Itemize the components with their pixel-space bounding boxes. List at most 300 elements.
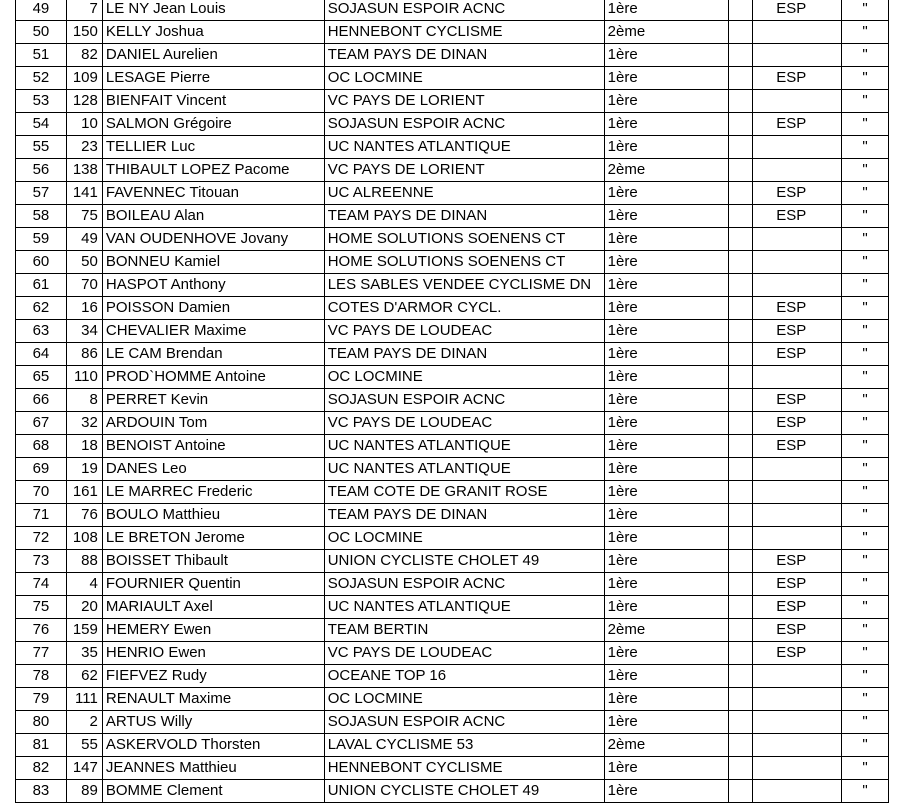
bib-number-cell: 4 bbox=[66, 573, 102, 596]
category-cell: 1ère bbox=[604, 90, 729, 113]
team-name-cell: LAVAL CYCLISME 53 bbox=[324, 734, 604, 757]
bib-number-cell: 128 bbox=[66, 90, 102, 113]
bib-number-cell: 10 bbox=[66, 113, 102, 136]
rider-name-cell: TELLIER Luc bbox=[102, 136, 324, 159]
bib-number-cell: 50 bbox=[66, 251, 102, 274]
time-cell: " bbox=[842, 297, 889, 320]
rank-cell: 82 bbox=[16, 757, 67, 780]
empty-cell bbox=[729, 228, 753, 251]
table-row bbox=[16, 274, 889, 297]
bib-number-cell: 23 bbox=[66, 136, 102, 159]
category-cell: 1ère bbox=[604, 251, 729, 274]
results-table bbox=[15, 0, 889, 803]
rider-name-cell: KELLY Joshua bbox=[102, 21, 324, 44]
category-cell: 1ère bbox=[604, 757, 729, 780]
bib-number-cell: 88 bbox=[66, 550, 102, 573]
rider-name-cell: FIEFVEZ Rudy bbox=[102, 665, 324, 688]
time-cell: " bbox=[842, 274, 889, 297]
rank-cell: 56 bbox=[16, 159, 67, 182]
table-row bbox=[16, 780, 889, 803]
esp-cell: ESP bbox=[753, 182, 842, 205]
esp-cell bbox=[753, 481, 842, 504]
esp-cell bbox=[753, 458, 842, 481]
rank-cell: 71 bbox=[16, 504, 67, 527]
esp-cell: ESP bbox=[753, 113, 842, 136]
category-cell: 1ère bbox=[604, 665, 729, 688]
rank-cell: 60 bbox=[16, 251, 67, 274]
rank-cell: 66 bbox=[16, 389, 67, 412]
bib-number-cell: 20 bbox=[66, 596, 102, 619]
bib-number-cell: 16 bbox=[66, 297, 102, 320]
empty-cell bbox=[729, 182, 753, 205]
team-name-cell: UC NANTES ATLANTIQUE bbox=[324, 136, 604, 159]
category-cell: 1ère bbox=[604, 573, 729, 596]
time-cell: " bbox=[842, 228, 889, 251]
time-cell: " bbox=[842, 481, 889, 504]
empty-cell bbox=[729, 757, 753, 780]
bib-number-cell: 161 bbox=[66, 481, 102, 504]
empty-cell bbox=[729, 458, 753, 481]
time-cell: " bbox=[842, 67, 889, 90]
rider-name-cell: BOMME Clement bbox=[102, 780, 324, 803]
rank-cell: 77 bbox=[16, 642, 67, 665]
rider-name-cell: HASPOT Anthony bbox=[102, 274, 324, 297]
category-cell: 1ère bbox=[604, 205, 729, 228]
category-cell: 1ère bbox=[604, 642, 729, 665]
table-row bbox=[16, 435, 889, 458]
time-cell: " bbox=[842, 573, 889, 596]
time-cell: " bbox=[842, 688, 889, 711]
esp-cell: ESP bbox=[753, 297, 842, 320]
rider-name-cell: LESAGE Pierre bbox=[102, 67, 324, 90]
empty-cell bbox=[729, 550, 753, 573]
rider-name-cell: PERRET Kevin bbox=[102, 389, 324, 412]
time-cell: " bbox=[842, 550, 889, 573]
time-cell: " bbox=[842, 734, 889, 757]
team-name-cell: OC LOCMINE bbox=[324, 527, 604, 550]
time-cell: " bbox=[842, 44, 889, 67]
category-cell: 1ère bbox=[604, 550, 729, 573]
esp-cell bbox=[753, 251, 842, 274]
empty-cell bbox=[729, 688, 753, 711]
esp-cell: ESP bbox=[753, 596, 842, 619]
rank-cell: 65 bbox=[16, 366, 67, 389]
rider-name-cell: BIENFAIT Vincent bbox=[102, 90, 324, 113]
time-cell: " bbox=[842, 780, 889, 803]
rank-cell: 63 bbox=[16, 320, 67, 343]
rank-cell: 79 bbox=[16, 688, 67, 711]
bib-number-cell: 62 bbox=[66, 665, 102, 688]
table-row bbox=[16, 67, 889, 90]
team-name-cell: OC LOCMINE bbox=[324, 366, 604, 389]
team-name-cell: UC NANTES ATLANTIQUE bbox=[324, 596, 604, 619]
rank-cell: 67 bbox=[16, 412, 67, 435]
empty-cell bbox=[729, 665, 753, 688]
bib-number-cell: 82 bbox=[66, 44, 102, 67]
rank-cell: 64 bbox=[16, 343, 67, 366]
category-cell: 1ère bbox=[604, 458, 729, 481]
team-name-cell: UNION CYCLISTE CHOLET 49 bbox=[324, 780, 604, 803]
esp-cell bbox=[753, 90, 842, 113]
table-row bbox=[16, 90, 889, 113]
team-name-cell: SOJASUN ESPOIR ACNC bbox=[324, 711, 604, 734]
category-cell: 1ère bbox=[604, 366, 729, 389]
team-name-cell: UC NANTES ATLANTIQUE bbox=[324, 435, 604, 458]
category-cell: 1ère bbox=[604, 228, 729, 251]
table-row bbox=[16, 44, 889, 67]
bib-number-cell: 108 bbox=[66, 527, 102, 550]
rider-name-cell: FOURNIER Quentin bbox=[102, 573, 324, 596]
category-cell: 1ère bbox=[604, 182, 729, 205]
rider-name-cell: HENRIO Ewen bbox=[102, 642, 324, 665]
esp-cell: ESP bbox=[753, 320, 842, 343]
time-cell: " bbox=[842, 527, 889, 550]
rank-cell: 81 bbox=[16, 734, 67, 757]
rider-name-cell: RENAULT Maxime bbox=[102, 688, 324, 711]
empty-cell bbox=[729, 113, 753, 136]
table-row bbox=[16, 182, 889, 205]
table-row bbox=[16, 136, 889, 159]
category-cell: 1ère bbox=[604, 320, 729, 343]
empty-cell bbox=[729, 90, 753, 113]
time-cell: " bbox=[842, 343, 889, 366]
bib-number-cell: 141 bbox=[66, 182, 102, 205]
table-row bbox=[16, 297, 889, 320]
time-cell: " bbox=[842, 90, 889, 113]
team-name-cell: UC NANTES ATLANTIQUE bbox=[324, 458, 604, 481]
esp-cell bbox=[753, 688, 842, 711]
category-cell: 1ère bbox=[604, 527, 729, 550]
rank-cell: 52 bbox=[16, 67, 67, 90]
empty-cell bbox=[729, 596, 753, 619]
time-cell: " bbox=[842, 504, 889, 527]
esp-cell: ESP bbox=[753, 412, 842, 435]
table-row bbox=[16, 734, 889, 757]
empty-cell bbox=[729, 44, 753, 67]
bib-number-cell: 2 bbox=[66, 711, 102, 734]
rider-name-cell: CHEVALIER Maxime bbox=[102, 320, 324, 343]
category-cell: 2ème bbox=[604, 159, 729, 182]
empty-cell bbox=[729, 481, 753, 504]
time-cell: " bbox=[842, 0, 889, 21]
rank-cell: 73 bbox=[16, 550, 67, 573]
rank-cell: 74 bbox=[16, 573, 67, 596]
time-cell: " bbox=[842, 458, 889, 481]
esp-cell bbox=[753, 228, 842, 251]
empty-cell bbox=[729, 504, 753, 527]
empty-cell bbox=[729, 21, 753, 44]
team-name-cell: OC LOCMINE bbox=[324, 67, 604, 90]
bib-number-cell: 35 bbox=[66, 642, 102, 665]
rider-name-cell: HEMERY Ewen bbox=[102, 619, 324, 642]
rank-cell: 57 bbox=[16, 182, 67, 205]
esp-cell: ESP bbox=[753, 435, 842, 458]
esp-cell bbox=[753, 159, 842, 182]
rider-name-cell: POISSON Damien bbox=[102, 297, 324, 320]
rider-name-cell: DANIEL Aurelien bbox=[102, 44, 324, 67]
results-sheet bbox=[15, 0, 889, 803]
empty-cell bbox=[729, 642, 753, 665]
team-name-cell: HENNEBONT CYCLISME bbox=[324, 21, 604, 44]
rank-cell: 70 bbox=[16, 481, 67, 504]
rank-cell: 69 bbox=[16, 458, 67, 481]
category-cell: 1ère bbox=[604, 389, 729, 412]
category-cell: 2ème bbox=[604, 21, 729, 44]
category-cell: 1ère bbox=[604, 0, 729, 21]
rider-name-cell: BENOIST Antoine bbox=[102, 435, 324, 458]
bib-number-cell: 86 bbox=[66, 343, 102, 366]
empty-cell bbox=[729, 0, 753, 21]
esp-cell bbox=[753, 136, 842, 159]
team-name-cell: LES SABLES VENDEE CYCLISME DN bbox=[324, 274, 604, 297]
empty-cell bbox=[729, 297, 753, 320]
team-name-cell: VC PAYS DE LOUDEAC bbox=[324, 642, 604, 665]
category-cell: 1ère bbox=[604, 44, 729, 67]
team-name-cell: COTES D'ARMOR CYCL. bbox=[324, 297, 604, 320]
esp-cell: ESP bbox=[753, 619, 842, 642]
table-row bbox=[16, 619, 889, 642]
rider-name-cell: JEANNES Matthieu bbox=[102, 757, 324, 780]
empty-cell bbox=[729, 366, 753, 389]
bib-number-cell: 89 bbox=[66, 780, 102, 803]
rank-cell: 51 bbox=[16, 44, 67, 67]
esp-cell bbox=[753, 734, 842, 757]
empty-cell bbox=[729, 159, 753, 182]
time-cell: " bbox=[842, 642, 889, 665]
table-row bbox=[16, 159, 889, 182]
team-name-cell: TEAM PAYS DE DINAN bbox=[324, 205, 604, 228]
time-cell: " bbox=[842, 619, 889, 642]
esp-cell bbox=[753, 21, 842, 44]
table-row bbox=[16, 412, 889, 435]
rider-name-cell: BOISSET Thibault bbox=[102, 550, 324, 573]
table-row bbox=[16, 711, 889, 734]
category-cell: 1ère bbox=[604, 343, 729, 366]
team-name-cell: OCEANE TOP 16 bbox=[324, 665, 604, 688]
rider-name-cell: ARTUS Willy bbox=[102, 711, 324, 734]
esp-cell: ESP bbox=[753, 0, 842, 21]
rank-cell: 80 bbox=[16, 711, 67, 734]
rank-cell: 61 bbox=[16, 274, 67, 297]
empty-cell bbox=[729, 711, 753, 734]
bib-number-cell: 55 bbox=[66, 734, 102, 757]
rider-name-cell: LE BRETON Jerome bbox=[102, 527, 324, 550]
bib-number-cell: 150 bbox=[66, 21, 102, 44]
empty-cell bbox=[729, 619, 753, 642]
time-cell: " bbox=[842, 320, 889, 343]
bib-number-cell: 8 bbox=[66, 389, 102, 412]
esp-cell: ESP bbox=[753, 389, 842, 412]
team-name-cell: TEAM PAYS DE DINAN bbox=[324, 504, 604, 527]
esp-cell: ESP bbox=[753, 550, 842, 573]
empty-cell bbox=[729, 136, 753, 159]
empty-cell bbox=[729, 320, 753, 343]
table-row bbox=[16, 573, 889, 596]
category-cell: 1ère bbox=[604, 113, 729, 136]
table-row bbox=[16, 527, 889, 550]
empty-cell bbox=[729, 205, 753, 228]
bib-number-cell: 76 bbox=[66, 504, 102, 527]
team-name-cell: TEAM COTE DE GRANIT ROSE bbox=[324, 481, 604, 504]
team-name-cell: VC PAYS DE LORIENT bbox=[324, 90, 604, 113]
bib-number-cell: 7 bbox=[66, 0, 102, 21]
esp-cell bbox=[753, 780, 842, 803]
rank-cell: 49 bbox=[16, 0, 67, 21]
empty-cell bbox=[729, 389, 753, 412]
category-cell: 1ère bbox=[604, 596, 729, 619]
team-name-cell: VC PAYS DE LOUDEAC bbox=[324, 320, 604, 343]
bib-number-cell: 70 bbox=[66, 274, 102, 297]
bib-number-cell: 19 bbox=[66, 458, 102, 481]
rider-name-cell: BOULO Matthieu bbox=[102, 504, 324, 527]
team-name-cell: VC PAYS DE LOUDEAC bbox=[324, 412, 604, 435]
bib-number-cell: 147 bbox=[66, 757, 102, 780]
category-cell: 1ère bbox=[604, 481, 729, 504]
rider-name-cell: LE CAM Brendan bbox=[102, 343, 324, 366]
rank-cell: 78 bbox=[16, 665, 67, 688]
bib-number-cell: 34 bbox=[66, 320, 102, 343]
category-cell: 1ère bbox=[604, 504, 729, 527]
rank-cell: 58 bbox=[16, 205, 67, 228]
rider-name-cell: BONNEU Kamiel bbox=[102, 251, 324, 274]
team-name-cell: SOJASUN ESPOIR ACNC bbox=[324, 0, 604, 21]
bib-number-cell: 18 bbox=[66, 435, 102, 458]
bib-number-cell: 110 bbox=[66, 366, 102, 389]
bib-number-cell: 49 bbox=[66, 228, 102, 251]
table-row bbox=[16, 757, 889, 780]
team-name-cell: UNION CYCLISTE CHOLET 49 bbox=[324, 550, 604, 573]
time-cell: " bbox=[842, 757, 889, 780]
rider-name-cell: ASKERVOLD Thorsten bbox=[102, 734, 324, 757]
category-cell: 1ère bbox=[604, 136, 729, 159]
rank-cell: 62 bbox=[16, 297, 67, 320]
table-row bbox=[16, 550, 889, 573]
esp-cell bbox=[753, 711, 842, 734]
table-row bbox=[16, 228, 889, 251]
esp-cell: ESP bbox=[753, 67, 842, 90]
team-name-cell: OC LOCMINE bbox=[324, 688, 604, 711]
table-row bbox=[16, 389, 889, 412]
table-row bbox=[16, 205, 889, 228]
bib-number-cell: 138 bbox=[66, 159, 102, 182]
table-row bbox=[16, 665, 889, 688]
table-row bbox=[16, 596, 889, 619]
team-name-cell: VC PAYS DE LORIENT bbox=[324, 159, 604, 182]
category-cell: 1ère bbox=[604, 412, 729, 435]
empty-cell bbox=[729, 527, 753, 550]
time-cell: " bbox=[842, 366, 889, 389]
team-name-cell: TEAM BERTIN bbox=[324, 619, 604, 642]
rider-name-cell: LE NY Jean Louis bbox=[102, 0, 324, 21]
team-name-cell: HOME SOLUTIONS SOENENS CT bbox=[324, 228, 604, 251]
rank-cell: 68 bbox=[16, 435, 67, 458]
rider-name-cell: DANES Leo bbox=[102, 458, 324, 481]
esp-cell bbox=[753, 44, 842, 67]
rank-cell: 55 bbox=[16, 136, 67, 159]
table-row bbox=[16, 504, 889, 527]
rider-name-cell: FAVENNEC Titouan bbox=[102, 182, 324, 205]
category-cell: 2ème bbox=[604, 619, 729, 642]
time-cell: " bbox=[842, 205, 889, 228]
team-name-cell: HENNEBONT CYCLISME bbox=[324, 757, 604, 780]
bib-number-cell: 75 bbox=[66, 205, 102, 228]
table-row bbox=[16, 366, 889, 389]
esp-cell bbox=[753, 504, 842, 527]
time-cell: " bbox=[842, 159, 889, 182]
rider-name-cell: LE MARREC Frederic bbox=[102, 481, 324, 504]
time-cell: " bbox=[842, 665, 889, 688]
rider-name-cell: PROD`HOMME Antoine bbox=[102, 366, 324, 389]
table-row bbox=[16, 481, 889, 504]
category-cell: 2ème bbox=[604, 734, 729, 757]
time-cell: " bbox=[842, 21, 889, 44]
team-name-cell: SOJASUN ESPOIR ACNC bbox=[324, 389, 604, 412]
rider-name-cell: MARIAULT Axel bbox=[102, 596, 324, 619]
rank-cell: 50 bbox=[16, 21, 67, 44]
category-cell: 1ère bbox=[604, 435, 729, 458]
rank-cell: 83 bbox=[16, 780, 67, 803]
empty-cell bbox=[729, 67, 753, 90]
team-name-cell: SOJASUN ESPOIR ACNC bbox=[324, 573, 604, 596]
esp-cell: ESP bbox=[753, 343, 842, 366]
time-cell: " bbox=[842, 136, 889, 159]
bib-number-cell: 111 bbox=[66, 688, 102, 711]
rider-name-cell: SALMON Grégoire bbox=[102, 113, 324, 136]
esp-cell bbox=[753, 274, 842, 297]
esp-cell: ESP bbox=[753, 642, 842, 665]
esp-cell bbox=[753, 757, 842, 780]
esp-cell bbox=[753, 527, 842, 550]
category-cell: 1ère bbox=[604, 711, 729, 734]
team-name-cell: SOJASUN ESPOIR ACNC bbox=[324, 113, 604, 136]
team-name-cell: TEAM PAYS DE DINAN bbox=[324, 44, 604, 67]
table-row bbox=[16, 0, 889, 21]
rank-cell: 72 bbox=[16, 527, 67, 550]
results-body bbox=[16, 0, 889, 803]
rank-cell: 53 bbox=[16, 90, 67, 113]
category-cell: 1ère bbox=[604, 274, 729, 297]
rider-name-cell: BOILEAU Alan bbox=[102, 205, 324, 228]
rank-cell: 76 bbox=[16, 619, 67, 642]
time-cell: " bbox=[842, 389, 889, 412]
table-row bbox=[16, 688, 889, 711]
table-row bbox=[16, 343, 889, 366]
empty-cell bbox=[729, 734, 753, 757]
empty-cell bbox=[729, 251, 753, 274]
rank-cell: 54 bbox=[16, 113, 67, 136]
rank-cell: 59 bbox=[16, 228, 67, 251]
bib-number-cell: 32 bbox=[66, 412, 102, 435]
rank-cell: 75 bbox=[16, 596, 67, 619]
team-name-cell: TEAM PAYS DE DINAN bbox=[324, 343, 604, 366]
rider-name-cell: THIBAULT LOPEZ Pacome bbox=[102, 159, 324, 182]
empty-cell bbox=[729, 435, 753, 458]
empty-cell bbox=[729, 412, 753, 435]
esp-cell bbox=[753, 665, 842, 688]
time-cell: " bbox=[842, 182, 889, 205]
table-row bbox=[16, 642, 889, 665]
empty-cell bbox=[729, 573, 753, 596]
time-cell: " bbox=[842, 435, 889, 458]
empty-cell bbox=[729, 780, 753, 803]
category-cell: 1ère bbox=[604, 297, 729, 320]
category-cell: 1ère bbox=[604, 688, 729, 711]
table-row bbox=[16, 21, 889, 44]
bib-number-cell: 159 bbox=[66, 619, 102, 642]
category-cell: 1ère bbox=[604, 67, 729, 90]
table-row bbox=[16, 320, 889, 343]
time-cell: " bbox=[842, 412, 889, 435]
